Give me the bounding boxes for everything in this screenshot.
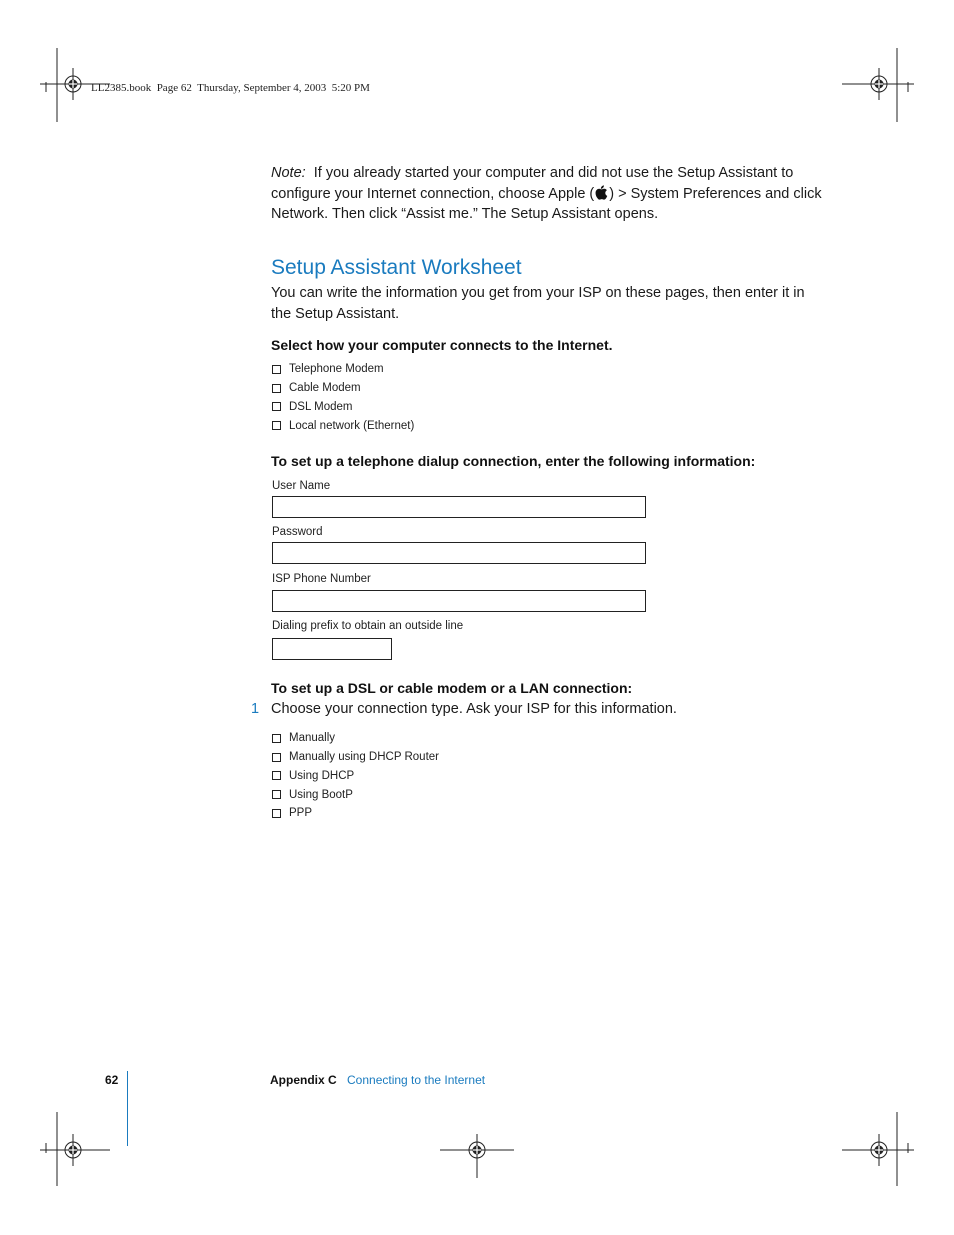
- option-label: Local network (Ethernet): [289, 419, 415, 432]
- section-title: Setup Assistant Worksheet: [271, 256, 522, 279]
- method-option-using-dhcp[interactable]: [272, 767, 439, 786]
- isp-phone-label: ISP Phone Number: [272, 573, 371, 585]
- connection-type-heading: Select how your computer connects to the Internet.: [271, 337, 613, 353]
- password-label: Password: [272, 526, 323, 538]
- option-label: Manually: [289, 732, 336, 745]
- password-field[interactable]: [272, 542, 646, 564]
- note-paragraph: [271, 163, 831, 225]
- connection-option-cable-modem[interactable]: [272, 379, 414, 398]
- checkbox[interactable]: [272, 753, 281, 762]
- method-option-ppp[interactable]: [272, 804, 439, 823]
- connection-type-list: [272, 360, 414, 435]
- connection-option-dsl-modem[interactable]: [272, 398, 414, 417]
- dialing-prefix-field[interactable]: [272, 638, 392, 660]
- print-slug: LL2385.book Page 62 Thursday, September 4, 2003 5:20 PM: [91, 82, 370, 94]
- checkbox[interactable]: [272, 809, 281, 818]
- method-option-manually[interactable]: [272, 729, 439, 748]
- checkbox[interactable]: [272, 734, 281, 743]
- checkbox[interactable]: [272, 402, 281, 411]
- footer-rule: [127, 1071, 128, 1146]
- page-number: 62: [105, 1073, 119, 1087]
- connection-option-local-network[interactable]: [272, 416, 414, 435]
- checkbox[interactable]: [272, 365, 281, 374]
- method-option-manually-dhcp-router[interactable]: [272, 748, 439, 767]
- option-label: Telephone Modem: [289, 363, 384, 376]
- user-name-label: User Name: [272, 480, 331, 492]
- checkbox[interactable]: [272, 421, 281, 430]
- dialup-heading: To set up a telephone dialup connection, enter the following information:: [271, 453, 756, 469]
- dsl-heading: To set up a DSL or cable modem or a LAN connection:: [271, 680, 633, 696]
- note-text-after: ) > System Preferences and click Network. Then click “Assist me.” The Setup Assistant opens.: [271, 185, 822, 222]
- checkbox[interactable]: [272, 384, 281, 393]
- option-label: PPP: [289, 807, 313, 820]
- step-text: Choose your connection type. Ask your ISP for this information.: [271, 701, 677, 717]
- footer-chapter-title: Connecting to the Internet: [347, 1073, 486, 1087]
- connection-option-telephone-modem[interactable]: [272, 360, 414, 379]
- checkbox[interactable]: [272, 790, 281, 799]
- option-label: Using DHCP: [289, 769, 355, 782]
- user-name-field[interactable]: [272, 496, 646, 518]
- dialing-prefix-label: Dialing prefix to obtain an outside line: [272, 620, 464, 632]
- connection-method-list: [272, 729, 439, 823]
- method-option-using-bootp[interactable]: [272, 785, 439, 804]
- option-label: DSL Modem: [289, 400, 353, 413]
- option-label: Using BootP: [289, 788, 353, 801]
- note-label: Note:: [271, 165, 306, 181]
- section-intro: You can write the information you get from your ISP on these pages, then enter it in the Setup Assistant.: [271, 285, 805, 322]
- option-label: Cable Modem: [289, 382, 361, 395]
- isp-phone-field[interactable]: [272, 590, 646, 612]
- apple-logo-icon: [595, 185, 608, 200]
- note-text-before: If you already started your computer and did not use the Setup Assistant to configure your Internet connection, choose Apple (: [271, 165, 794, 202]
- checkbox[interactable]: [272, 771, 281, 780]
- step-number: 1: [251, 701, 260, 717]
- option-label: Manually using DHCP Router: [289, 751, 439, 764]
- footer-appendix: Appendix C: [270, 1073, 337, 1087]
